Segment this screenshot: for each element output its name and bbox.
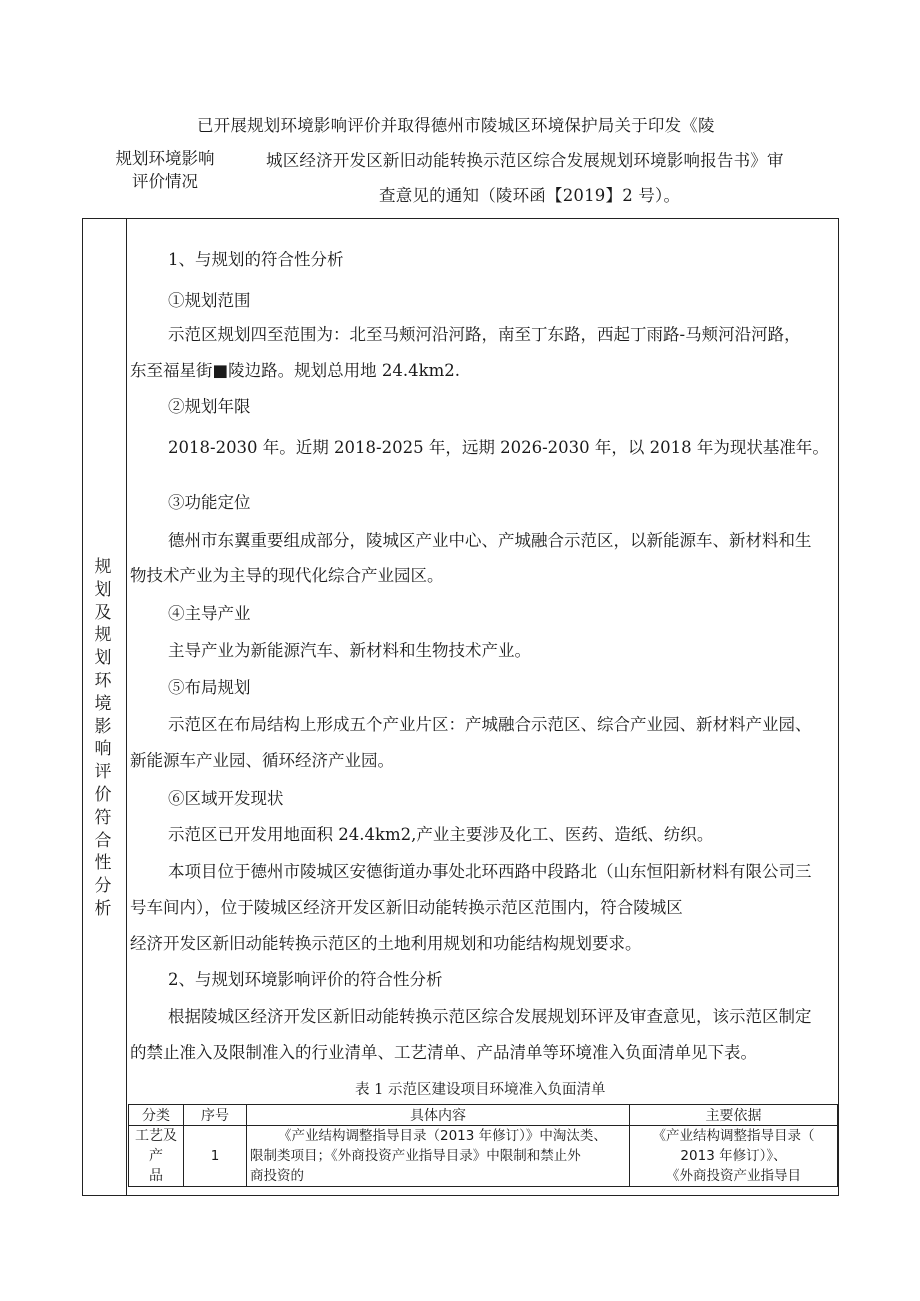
- table-header-row: [129, 1105, 838, 1126]
- table-caption: 表 1 示范区建设项目环境准入负面清单: [355, 1082, 606, 1098]
- header-label-line: 规划环境影响: [115, 149, 215, 168]
- cell-line: 《产业结构调整指导目录（2013 年修订）》中淘汰类、: [278, 1128, 607, 1144]
- vlabel-char: 规: [94, 625, 112, 646]
- header-content-line: 城区经济开发区新旧动能转换示范区综合发展规划环境影响报告书》审: [266, 151, 784, 170]
- heading-eia-conformity: 2、与规划环境影响评价的符合性分析: [168, 970, 443, 989]
- table-row: [129, 1126, 838, 1187]
- cell-number: 1: [184, 1126, 247, 1187]
- cell-content: [247, 1126, 630, 1187]
- subheading-period: ②规划年限: [168, 397, 251, 416]
- vlabel-char: 响: [94, 739, 112, 760]
- cell-line: 《外商投资产业指导目: [666, 1168, 801, 1184]
- subheading-layout: ⑤布局规划: [168, 678, 251, 697]
- subheading-scope: ①规划范围: [168, 291, 251, 310]
- vlabel-char: 析: [94, 898, 112, 919]
- body-line: 示范区已开发用地面积 24.4km2,产业主要涉及化工、医药、造纸、纺织。: [168, 825, 714, 844]
- vlabel-char: 性: [94, 853, 112, 874]
- vlabel-char: 境: [94, 693, 112, 714]
- cell-line: 限制类项目；《外商投资产业指导目录》中限制和禁止外: [250, 1148, 581, 1164]
- body-line: 德州市东翼重要组成部分，陵城区产业中心、产城融合示范区，以新能源车、新材料和生: [168, 531, 812, 550]
- vlabel-char: 划: [94, 579, 112, 600]
- body-line: 东至福星街■陵边路。规划总用地 24.4km2.: [130, 361, 460, 380]
- body-line: 示范区在布局结构上形成五个产业片区：产城融合示范区、综合产业园、新材料产业园、: [168, 715, 812, 734]
- body-line: 主导产业为新能源汽车、新材料和生物技术产业。: [168, 641, 531, 660]
- body-line: 本项目位于德州市陵城区安德街道办事处北环西路中段路北（山东恒阳新材料有限公司三: [168, 862, 812, 881]
- col-header-number: 序号: [184, 1105, 247, 1126]
- header-content-line: 查意见的通知（陵环函【2019】2 号）。: [379, 186, 681, 205]
- body-line: 新能源车产业园、循环经济产业园。: [130, 751, 394, 770]
- vlabel-char: 及: [94, 602, 112, 623]
- subheading-industry: ④主导产业: [168, 604, 251, 623]
- section-divider: [126, 218, 127, 1196]
- header-label: [100, 147, 230, 193]
- cell-line: 工艺及产: [135, 1128, 177, 1164]
- body-line: 号车间内），位于陵城区经济开发区新旧动能转换示范区范围内，符合陵城区: [130, 898, 683, 917]
- vlabel-char: 影: [94, 716, 112, 737]
- body-line: 2018-2030 年。近期 2018-2025 年，远期 2026-2030 年，以 2018 年为现状基准年。: [168, 438, 829, 457]
- body-line: 的禁止准入及限制准入的行业清单、工艺清单、产品清单等环境准入负面清单见下表。: [130, 1043, 757, 1062]
- body-line: 物技术产业为主导的现代化综合产业园区。: [130, 566, 444, 585]
- vlabel-char: 符: [94, 807, 112, 828]
- col-header-category: 分类: [129, 1105, 184, 1126]
- col-header-content: 具体内容: [247, 1105, 630, 1126]
- body-line: 根据陵城区经济开发区新旧动能转换示范区综合发展规划环评及审查意见，该示范区制定: [168, 1007, 812, 1026]
- subheading-status: ⑥区域开发现状: [168, 789, 284, 808]
- header-content-line: 已开展规划环境影响评价并取得德州市陵城区环境保护局关于印发《陵: [197, 116, 715, 135]
- vlabel-char: 合: [94, 830, 112, 851]
- header-label-line: 评价情况: [132, 172, 198, 191]
- vlabel-char: 划: [94, 648, 112, 669]
- vlabel-char: 环: [94, 670, 112, 691]
- vlabel-char: 价: [94, 784, 112, 805]
- negative-list-table: [128, 1104, 838, 1187]
- section-vertical-label: [90, 556, 116, 921]
- cell-line: 品: [149, 1168, 163, 1184]
- vlabel-char: 评: [94, 762, 112, 783]
- heading-planning-conformity: 1、与规划的符合性分析: [168, 250, 344, 269]
- col-header-basis: 主要依据: [630, 1105, 838, 1126]
- vlabel-char: 规: [94, 557, 112, 577]
- body-line: 示范区规划四至范围为：北至马颊河沿河路，南至丁东路，西起丁雨路-马颊河沿河路，: [168, 325, 801, 344]
- cell-line: 2013 年修订）》、: [680, 1148, 787, 1164]
- subheading-function: ③功能定位: [168, 493, 251, 512]
- cell-line: 商投资的: [250, 1168, 304, 1184]
- cell-category: [129, 1126, 184, 1187]
- vlabel-char: 分: [94, 876, 112, 897]
- body-line: 经济开发区新旧动能转换示范区的土地利用规划和功能结构规划要求。: [130, 934, 642, 953]
- cell-line: 《产业结构调整指导目录（: [652, 1128, 815, 1144]
- cell-basis: [630, 1126, 838, 1187]
